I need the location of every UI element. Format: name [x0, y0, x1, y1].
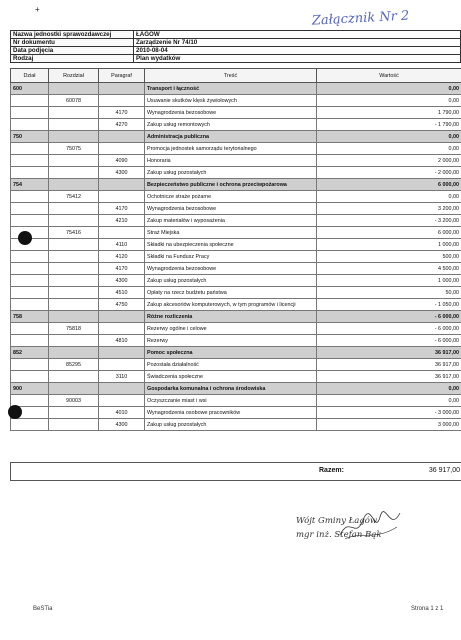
- table-row: [11, 407, 461, 419]
- cell-dzial: [11, 191, 49, 203]
- cell-rozdzial: [49, 299, 99, 311]
- cell-wartosc: 0,00: [317, 95, 461, 107]
- cell-tresc: Wynagrodzenia osobowe pracowników: [145, 407, 317, 419]
- cell-tresc: Pomoc społeczna: [145, 347, 317, 359]
- table-row: [11, 215, 461, 227]
- cell-wartosc: 36 917,00: [317, 347, 461, 359]
- cell-paragraf: 4300: [99, 419, 145, 431]
- cell-paragraf: 4300: [99, 167, 145, 179]
- cell-paragraf: 4300: [99, 275, 145, 287]
- cell-dzial: 852: [11, 347, 49, 359]
- col-header-dzial: Dział: [11, 69, 49, 83]
- document-header-table: [10, 30, 461, 63]
- footer-software: BeSTia: [33, 606, 53, 612]
- cell-rozdzial: [49, 239, 99, 251]
- table-row: [11, 227, 461, 239]
- cell-tresc: Wynagrodzenia bezosobowe: [145, 263, 317, 275]
- cell-dzial: [11, 107, 49, 119]
- cell-paragraf: 4110: [99, 239, 145, 251]
- cell-tresc: Rezerwy ogólne i celowe: [145, 323, 317, 335]
- cell-tresc: Rezerwy: [145, 335, 317, 347]
- header-field-label: Nr dokumentu: [11, 39, 134, 47]
- cell-wartosc: - 6 000,00: [317, 323, 461, 335]
- cell-rozdzial: [49, 335, 99, 347]
- cell-paragraf: [99, 323, 145, 335]
- cell-wartosc: 1 790,00: [317, 107, 461, 119]
- cell-paragraf: [99, 311, 145, 323]
- cell-dzial: [11, 419, 49, 431]
- cell-rozdzial: 75416: [49, 227, 99, 239]
- section-row: [11, 179, 461, 191]
- cell-dzial: 600: [11, 83, 49, 95]
- footer-page-number: Strona 1 z 1: [411, 606, 444, 612]
- cell-wartosc: - 3 000,00: [317, 407, 461, 419]
- cell-dzial: [11, 155, 49, 167]
- cell-rozdzial: [49, 179, 99, 191]
- header-field-label: Nazwa jednostki sprawozdawczej: [11, 31, 134, 39]
- header-field-row: [11, 47, 461, 55]
- col-header-tresc: Treść: [145, 69, 317, 83]
- cell-tresc: Usuwanie skutków klęsk żywiołowych: [145, 95, 317, 107]
- cell-dzial: [11, 203, 49, 215]
- cell-tresc: Gospodarka komunalna i ochrona środowiska: [145, 383, 317, 395]
- cell-paragraf: [99, 143, 145, 155]
- cell-paragraf: [99, 347, 145, 359]
- cell-tresc: Zakup materiałów i wyposażenia: [145, 215, 317, 227]
- cell-rozdzial: [49, 119, 99, 131]
- cell-wartosc: 1 000,00: [317, 239, 461, 251]
- table-row: [11, 419, 461, 431]
- cell-tresc: Wynagrodzenia bezosobowe: [145, 107, 317, 119]
- cell-tresc: Zakup usług remontowych: [145, 119, 317, 131]
- header-field-value: Plan wydatków: [134, 55, 461, 63]
- table-row: [11, 143, 461, 155]
- cell-dzial: [11, 263, 49, 275]
- section-row: [11, 311, 461, 323]
- col-header-paragraf: Paragraf: [99, 69, 145, 83]
- cell-wartosc: 0,00: [317, 83, 461, 95]
- cell-tresc: Różne rozliczenia: [145, 311, 317, 323]
- section-row: [11, 383, 461, 395]
- total-value: 36 917,00: [428, 467, 460, 474]
- cell-wartosc: 0,00: [317, 191, 461, 203]
- cell-rozdzial: [49, 419, 99, 431]
- header-field-value: ŁAGÓW: [134, 31, 461, 39]
- cell-dzial: 758: [11, 311, 49, 323]
- cell-wartosc: 2 000,00: [317, 155, 461, 167]
- cell-wartosc: 36 917,00: [317, 371, 461, 383]
- cell-rozdzial: 90003: [49, 395, 99, 407]
- cell-dzial: 754: [11, 179, 49, 191]
- cell-rozdzial: [49, 167, 99, 179]
- cell-paragraf: [99, 131, 145, 143]
- header-field-label: Rodzaj: [11, 55, 134, 63]
- cell-dzial: [11, 323, 49, 335]
- cell-wartosc: 36 917,00: [317, 359, 461, 371]
- cell-rozdzial: [49, 155, 99, 167]
- cell-rozdzial: 75412: [49, 191, 99, 203]
- cell-paragraf: 4120: [99, 251, 145, 263]
- cell-dzial: [11, 215, 49, 227]
- cell-rozdzial: [49, 347, 99, 359]
- table-row: [11, 203, 461, 215]
- cell-wartosc: - 6 000,00: [317, 311, 461, 323]
- cell-dzial: [11, 359, 49, 371]
- cell-paragraf: 4270: [99, 119, 145, 131]
- punch-hole: [18, 231, 32, 245]
- section-row: [11, 131, 461, 143]
- table-row: [11, 371, 461, 383]
- cell-wartosc: 6 000,00: [317, 179, 461, 191]
- cell-paragraf: [99, 179, 145, 191]
- cell-paragraf: [99, 191, 145, 203]
- table-row: [11, 95, 461, 107]
- cell-dzial: [11, 371, 49, 383]
- cell-rozdzial: [49, 371, 99, 383]
- cell-wartosc: 0,00: [317, 143, 461, 155]
- header-field-row: [11, 31, 461, 39]
- cell-dzial: [11, 287, 49, 299]
- cell-wartosc: - 3 200,00: [317, 215, 461, 227]
- cell-tresc: Straż Miejska: [145, 227, 317, 239]
- cell-wartosc: - 1 790,00: [317, 119, 461, 131]
- cell-rozdzial: [49, 311, 99, 323]
- cell-paragraf: 4810: [99, 335, 145, 347]
- cell-dzial: [11, 167, 49, 179]
- table-row: [11, 155, 461, 167]
- cell-rozdzial: [49, 275, 99, 287]
- header-field-row: [11, 55, 461, 63]
- cell-paragraf: [99, 383, 145, 395]
- cell-paragraf: [99, 83, 145, 95]
- cell-rozdzial: [49, 215, 99, 227]
- cell-tresc: Wynagrodzenia bezosobowe: [145, 203, 317, 215]
- cell-paragraf: 3110: [99, 371, 145, 383]
- header-field-label: Data podjęcia: [11, 47, 134, 55]
- table-row: [11, 335, 461, 347]
- cell-rozdzial: [49, 203, 99, 215]
- cell-dzial: 900: [11, 383, 49, 395]
- cell-dzial: [11, 299, 49, 311]
- cell-paragraf: [99, 395, 145, 407]
- cell-dzial: [11, 251, 49, 263]
- total-label: Razem:: [319, 467, 344, 474]
- col-header-rozdzial: Rozdział: [49, 69, 99, 83]
- table-row: [11, 323, 461, 335]
- table-row: [11, 395, 461, 407]
- header-field-row: [11, 39, 461, 47]
- cell-wartosc: 0,00: [317, 395, 461, 407]
- cell-paragraf: [99, 227, 145, 239]
- header-field-value: Zarządzenie Nr 74/10: [134, 39, 461, 47]
- cell-rozdzial: 75818: [49, 323, 99, 335]
- cell-paragraf: [99, 95, 145, 107]
- cell-rozdzial: [49, 107, 99, 119]
- cell-paragraf: 4010: [99, 407, 145, 419]
- cell-tresc: Bezpieczeństwo publiczne i ochrona przeciwpożarowa: [145, 179, 317, 191]
- table-row: [11, 299, 461, 311]
- stamp-line-name: mgr inż. Stefan Bąk: [296, 530, 382, 540]
- cell-tresc: Honoraria: [145, 155, 317, 167]
- cell-paragraf: 4170: [99, 203, 145, 215]
- cell-paragraf: 4090: [99, 155, 145, 167]
- cell-tresc: Administracja publiczna: [145, 131, 317, 143]
- cell-rozdzial: [49, 383, 99, 395]
- stamp-line-title: Wójt Gminy Łagów: [296, 516, 378, 526]
- punch-hole: [8, 405, 22, 419]
- cell-rozdzial: [49, 287, 99, 299]
- table-row: [11, 239, 461, 251]
- cell-tresc: Świadczenia społeczne: [145, 371, 317, 383]
- cell-tresc: Składki na Fundusz Pracy: [145, 251, 317, 263]
- cell-wartosc: 3 000,00: [317, 419, 461, 431]
- table-row: [11, 167, 461, 179]
- cell-rozdzial: [49, 131, 99, 143]
- cell-dzial: [11, 143, 49, 155]
- table-row: [11, 119, 461, 131]
- table-row: [11, 275, 461, 287]
- header-field-value: 2010-08-04: [134, 47, 461, 55]
- cell-dzial: 750: [11, 131, 49, 143]
- cell-wartosc: 500,00: [317, 251, 461, 263]
- official-stamp: [296, 514, 381, 542]
- table-row: [11, 287, 461, 299]
- cell-tresc: Zakup usług pozostałych: [145, 275, 317, 287]
- table-row: [11, 191, 461, 203]
- cell-wartosc: - 2 000,00: [317, 167, 461, 179]
- cell-paragraf: 4170: [99, 107, 145, 119]
- total-row: [10, 462, 461, 481]
- cell-tresc: Oczyszczanie miast i wsi: [145, 395, 317, 407]
- cell-tresc: Zakup usług pozostałych: [145, 419, 317, 431]
- section-row: [11, 83, 461, 95]
- cell-tresc: Transport i łączność: [145, 83, 317, 95]
- cell-wartosc: - 6 000,00: [317, 335, 461, 347]
- cell-rozdzial: 85295: [49, 359, 99, 371]
- cell-dzial: [11, 335, 49, 347]
- col-header-wartosc: Wartość: [317, 69, 461, 83]
- cell-tresc: Opłaty na rzecz budżetu państwa: [145, 287, 317, 299]
- table-row: [11, 359, 461, 371]
- cell-tresc: Zakup akcesoriów komputerowych, w tym programów i licencji: [145, 299, 317, 311]
- cell-dzial: [11, 95, 49, 107]
- cell-paragraf: 4210: [99, 215, 145, 227]
- cell-rozdzial: [49, 263, 99, 275]
- cell-dzial: [11, 119, 49, 131]
- cell-wartosc: - 1 050,00: [317, 299, 461, 311]
- cell-wartosc: 0,00: [317, 383, 461, 395]
- cell-wartosc: 3 200,00: [317, 203, 461, 215]
- cell-paragraf: 4510: [99, 287, 145, 299]
- cell-tresc: Ochotnicze straże pożarne: [145, 191, 317, 203]
- annex-handwritten-note: Załącznik Nr 2: [311, 8, 410, 29]
- cell-rozdzial: 75075: [49, 143, 99, 155]
- cell-tresc: Składki na ubezpieczenia społeczne: [145, 239, 317, 251]
- cell-tresc: Pozostała działalność: [145, 359, 317, 371]
- section-row: [11, 347, 461, 359]
- table-row: [11, 251, 461, 263]
- cell-dzial: [11, 275, 49, 287]
- cell-rozdzial: [49, 407, 99, 419]
- corner-mark: +: [35, 5, 40, 14]
- cell-wartosc: 50,00: [317, 287, 461, 299]
- cell-wartosc: 6 000,00: [317, 227, 461, 239]
- cell-wartosc: 4 500,00: [317, 263, 461, 275]
- table-header-row: [11, 69, 461, 83]
- table-row: [11, 263, 461, 275]
- cell-paragraf: 4170: [99, 263, 145, 275]
- cell-tresc: Promocja jednostek samorządu terytorialnego: [145, 143, 317, 155]
- cell-paragraf: 4750: [99, 299, 145, 311]
- cell-paragraf: [99, 359, 145, 371]
- cell-rozdzial: 60078: [49, 95, 99, 107]
- cell-tresc: Zakup usług pozostałych: [145, 167, 317, 179]
- cell-rozdzial: [49, 83, 99, 95]
- cell-wartosc: 1 000,00: [317, 275, 461, 287]
- cell-wartosc: 0,00: [317, 131, 461, 143]
- cell-rozdzial: [49, 251, 99, 263]
- table-row: [11, 107, 461, 119]
- expenditure-table: [10, 68, 461, 431]
